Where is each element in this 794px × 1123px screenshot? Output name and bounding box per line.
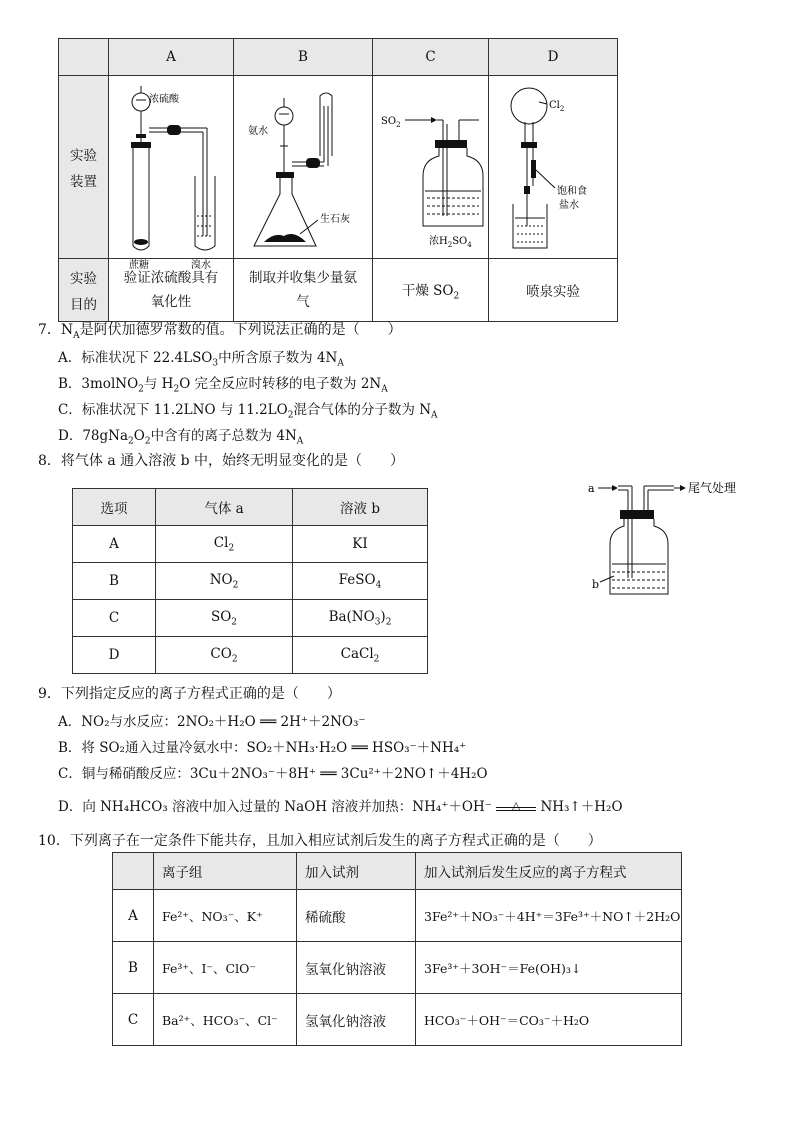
text: Cl <box>213 534 229 551</box>
sub: A <box>296 436 304 447</box>
text: ) <box>380 608 386 625</box>
q7-option-b <box>58 372 388 395</box>
q7-stem-pre: 7．N <box>38 322 74 338</box>
text: 中含有的离子总数为 4N <box>150 428 297 444</box>
q9-option-d <box>58 795 623 815</box>
header-cell-d: D <box>489 39 618 76</box>
label-conc-acid: 浓硫酸 <box>149 94 179 105</box>
sub: A <box>337 358 344 369</box>
cell: D <box>73 637 156 674</box>
apparatus-a <box>109 76 234 271</box>
label-conc-h2so4: 浓$H_2SO_4$ <box>429 236 472 249</box>
cell <box>293 637 428 674</box>
q9-option-b: B．将 SO₂通入过量冷氨水中：SO₂＋NH₃·H₂O ══ HSO₃⁻＋NH₄⁺ <box>58 740 467 756</box>
text: A．标准状况下 22.4LSO <box>58 350 213 366</box>
cell <box>293 563 428 600</box>
purpose-c <box>373 259 489 322</box>
apparatus-d-diagram <box>489 76 617 254</box>
label-exhaust-treatment: 尾气处理 <box>688 481 737 495</box>
sub: 2 <box>128 436 134 447</box>
text: C．标准状况下 11.2LNO 与 11.2LO <box>58 402 288 418</box>
q8-stem: 8．将气体 a 通入溶液 b 中，始终无明显变化的是（ ） <box>38 453 405 469</box>
label-brine-1: 饱和食 <box>557 186 587 197</box>
apparatus-d <box>489 76 618 259</box>
label-quicklime: 生石灰 <box>320 214 350 225</box>
label-line: 实验 <box>70 271 97 287</box>
label-b: b <box>592 578 600 591</box>
header-cell-a: A <box>109 39 234 76</box>
cell <box>156 600 293 637</box>
sub: 3 <box>212 358 219 369</box>
table-row <box>73 526 428 563</box>
table-row <box>73 489 428 526</box>
q9-stem: 9．下列指定反应的离子方程式正确的是（ ） <box>38 686 341 702</box>
q9-option-c: C．铜与稀硝酸反应：3Cu＋2NO₃⁻＋8H⁺ ══ 3Cu²⁺＋2NO↑＋4H₂O <box>58 766 488 782</box>
label-bromine-water: 溴水 <box>191 260 211 271</box>
label-line: 装置 <box>70 174 97 190</box>
table-row <box>113 994 682 1046</box>
text: B．3molNO <box>58 376 139 392</box>
apparatus-a-diagram <box>109 76 233 271</box>
cell: A <box>113 890 154 942</box>
cell: A <box>73 526 156 563</box>
text: FeSO <box>338 571 376 588</box>
table-row <box>73 600 428 637</box>
sub: A <box>431 410 438 421</box>
q9-option-a: A．NO₂与水反应：2NO₂＋H₂O ══ 2H⁺＋2NO₃⁻ <box>58 714 366 730</box>
cell: Fe³⁺、I⁻、ClO⁻ <box>154 942 297 994</box>
label-ammonia-water: 氨水 <box>248 126 268 137</box>
q7-stem-sub: A <box>73 330 80 341</box>
header-cell: 加入试剂后发生反应的离子方程式 <box>416 853 682 890</box>
header-cell: 离子组 <box>154 853 297 890</box>
apparatus-c <box>373 76 489 259</box>
cell: 稀硫酸 <box>297 890 416 942</box>
row-label-apparatus <box>59 76 109 259</box>
purpose-text: 喷泉实验 <box>526 284 580 300</box>
text: 与 H <box>143 376 174 392</box>
cell: Fe²⁺、NO₃⁻、K⁺ <box>154 890 297 942</box>
header-cell: 气体 a <box>156 489 293 526</box>
q7-stem-post: 是阿伏加德罗常数的值。下列说法正确的是（ ） <box>79 322 402 338</box>
label-brine-2: 盐水 <box>559 200 579 211</box>
purpose-d <box>489 259 618 322</box>
table-row <box>113 890 682 942</box>
header-cell: 溶液 b <box>293 489 428 526</box>
q7-option-c <box>58 398 438 421</box>
text: D．78gNa <box>58 428 129 444</box>
sub: A <box>381 384 388 395</box>
purpose-line: 氧化性 <box>150 294 192 310</box>
table-row <box>59 39 618 76</box>
cell: 3Fe³⁺＋3OH⁻＝Fe(OH)₃↓ <box>416 942 682 994</box>
sub: 2 <box>173 384 180 395</box>
table-row <box>59 76 618 259</box>
cell: C <box>113 994 154 1046</box>
sub: 2 <box>287 410 294 421</box>
table-row <box>113 853 682 890</box>
sub: 2 <box>144 436 151 447</box>
header-cell: 加入试剂 <box>297 853 416 890</box>
text: D．向 NH₄HCO₃ 溶液中加入过量的 NaOH 溶液并加热：NH₄⁺＋OH⁻ <box>58 799 492 815</box>
purpose-line: 制取并收集少量氨 <box>249 270 357 286</box>
cell <box>156 563 293 600</box>
q7-stem <box>38 319 402 341</box>
cell: 3Fe²⁺＋NO₃⁻＋4H⁺＝3Fe³⁺＋NO↑＋2H₂O <box>416 890 682 942</box>
cell <box>156 637 293 674</box>
label-sugar: 蔗糖 <box>129 260 149 271</box>
label-a: a <box>588 482 595 495</box>
text: Ba(NO <box>328 608 375 625</box>
text: SO <box>210 608 232 625</box>
row-label-purpose <box>59 259 109 322</box>
q8-table <box>72 488 428 674</box>
sub: 3 <box>374 617 381 628</box>
label-cl2: $Cl_2$ <box>549 100 565 113</box>
cell <box>293 600 428 637</box>
table-row <box>73 563 428 600</box>
label-line: 实验 <box>70 148 97 164</box>
text: NO <box>209 571 233 588</box>
cell <box>156 526 293 563</box>
sub: 2 <box>231 654 238 665</box>
header-cell-b: B <box>234 39 373 76</box>
q7-option-d <box>58 424 303 447</box>
text: NH₃↑＋H₂O <box>540 799 623 815</box>
apparatus-b-diagram <box>234 76 372 254</box>
apparatus-c-diagram <box>373 76 488 254</box>
apparatus-b <box>234 76 373 259</box>
cell <box>293 526 428 563</box>
text: 中所含原子数为 4N <box>218 350 338 366</box>
cell: 氢氧化钠溶液 <box>297 994 416 1046</box>
text: 混合气体的分子数为 N <box>293 402 432 418</box>
header-cell <box>59 39 109 76</box>
label-so2: $SO_2$ <box>381 116 401 129</box>
table-row <box>113 942 682 994</box>
q10-stem: 10．下列离子在一定条件下能共存，且加入相应试剂后发生的离子方程式正确的是（ ） <box>38 833 602 849</box>
header-cell <box>113 853 154 890</box>
purpose-sub: 2 <box>453 291 460 302</box>
cell: HCO₃⁻＋OH⁻＝CO₃⁻＋H₂O <box>416 994 682 1046</box>
sub: 2 <box>228 543 235 554</box>
text: CO <box>210 645 232 662</box>
header-cell-c: C <box>373 39 489 76</box>
label-line: 目的 <box>70 297 97 313</box>
sub: 2 <box>231 617 238 628</box>
cell: B <box>113 942 154 994</box>
experiment-table <box>58 38 618 322</box>
text: O <box>133 428 145 444</box>
text: O 完全反应时转移的电子数为 2N <box>179 376 382 392</box>
q10-table <box>112 852 682 1046</box>
sub: 2 <box>385 617 392 628</box>
q7-option-a <box>58 346 344 369</box>
sub: 2 <box>138 384 144 395</box>
header-cell: 选项 <box>73 489 156 526</box>
purpose-line: 验证浓硫酸具有 <box>123 270 219 286</box>
text: CaCl <box>340 645 374 662</box>
gas-bottle-diagram <box>582 474 762 600</box>
purpose-a <box>109 259 234 322</box>
delta-symbol: △ <box>511 799 521 812</box>
cell: C <box>73 600 156 637</box>
purpose-text: 干燥 SO <box>401 282 454 299</box>
text: KI <box>352 536 368 552</box>
sub: 2 <box>373 654 380 665</box>
sub: 2 <box>232 580 239 591</box>
cell: 氢氧化钠溶液 <box>297 942 416 994</box>
table-row <box>73 637 428 674</box>
purpose-line: 气 <box>296 294 310 310</box>
sub: 4 <box>375 580 382 591</box>
cell: Ba²⁺、HCO₃⁻、Cl⁻ <box>154 994 297 1046</box>
purpose-b <box>234 259 373 322</box>
cell: B <box>73 563 156 600</box>
